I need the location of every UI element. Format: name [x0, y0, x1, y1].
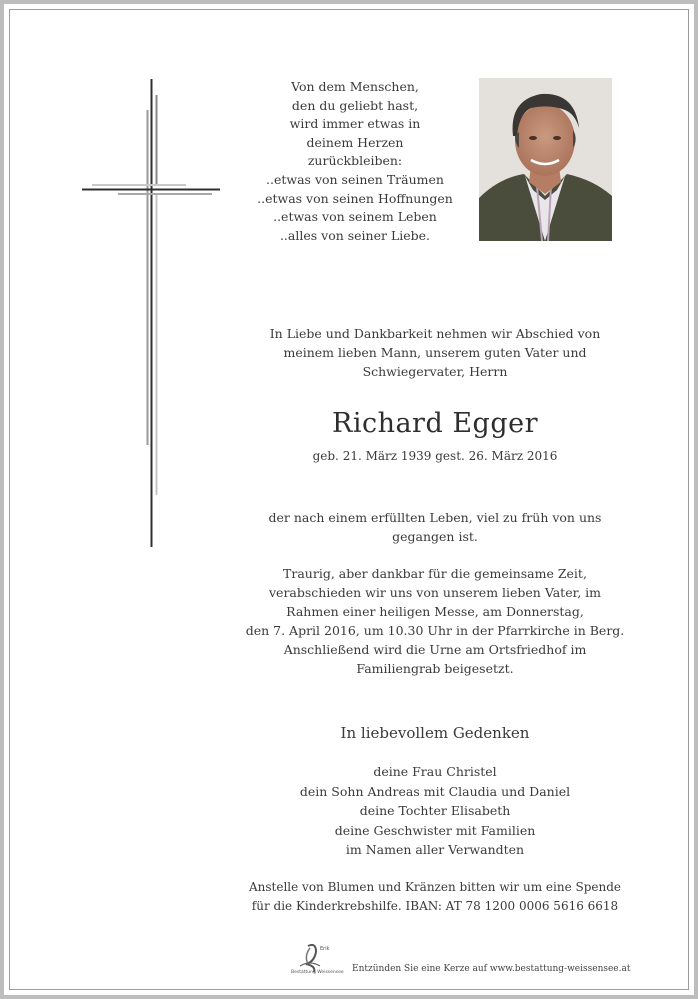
poem-line: Von dem Menschen,	[291, 79, 419, 94]
family-line: dein Sohn Andreas mit Claudia und Daniel	[299, 783, 571, 799]
family-line: deine Frau Christel	[373, 764, 497, 779]
intro-text	[245, 324, 625, 381]
poem	[240, 78, 470, 245]
family-line: deine Tochter Elisabeth	[359, 803, 511, 819]
life-line: gegangen ist.	[392, 529, 478, 544]
poem-line: zurückbleiben:	[307, 153, 403, 169]
poem-line: wird immer etwas in	[289, 116, 421, 132]
service-line: Familiengrab beigesetzt.	[356, 661, 514, 676]
poem-line: ..etwas von seinen Träumen	[266, 171, 444, 187]
candle-link-text: Entzünden Sie eine Kerze auf www.bestattung-weissensee.at	[352, 964, 631, 974]
service-line: den 7. April 2016, um 10.30 Uhr in der Pfarrkirche in Berg.	[245, 623, 625, 638]
life-text	[245, 508, 625, 546]
service-line: Rahmen einer heiligen Messe, am Donnerstag,	[286, 604, 584, 619]
donation-text	[220, 878, 650, 916]
portrait-photo	[479, 78, 612, 241]
deceased-name: Richard Egger	[331, 408, 538, 439]
service-line: verabschieden wir uns von unserem lieben Vater, im	[268, 585, 601, 600]
service-line: Anschließend wird die Urne am Ortsfriedhof im	[283, 642, 587, 657]
donation-line: für die Kinderkrebshilfe. IBAN: AT 78 1200 0006 5616 6618	[251, 899, 619, 913]
poem-line: deinem Herzen	[306, 134, 404, 150]
donation-line: Anstelle von Blumen und Kränzen bitten wir um eine Spende	[248, 880, 622, 894]
intro-line: meinem lieben Mann, unserem guten Vater und	[283, 345, 587, 360]
funeral-home-logo	[290, 940, 346, 976]
life-dates: geb. 21. März 1939 gest. 26. März 2016	[312, 449, 558, 463]
life-line: der nach einem erfüllten Leben, viel zu früh von uns	[268, 510, 602, 525]
service-text	[240, 564, 630, 678]
intro-line: Schwiegervater, Herrn	[362, 364, 508, 379]
poem-line: ..alles von seiner Liebe.	[279, 227, 431, 243]
poem-line: ..etwas von seinen Hoffnungen	[257, 190, 453, 206]
service-line: Traurig, aber dankbar für die gemeinsame Zeit,	[283, 566, 587, 581]
family-list	[260, 762, 610, 860]
logo-text-top: Erik	[320, 946, 330, 952]
intro-line: In Liebe und Dankbarkeit nehmen wir Abschied von	[269, 326, 601, 341]
poem-line: ..etwas von seinem Leben	[273, 209, 437, 225]
poem-line: den du geliebt hast,	[291, 97, 419, 113]
family-line: deine Geschwister mit Familien	[334, 822, 536, 838]
logo-text-bottom: Bestattung Weissensee	[291, 970, 344, 975]
memory-heading: In liebevollem Gedenken	[340, 724, 530, 742]
family-line: im Namen aller Verwandten	[345, 842, 525, 858]
